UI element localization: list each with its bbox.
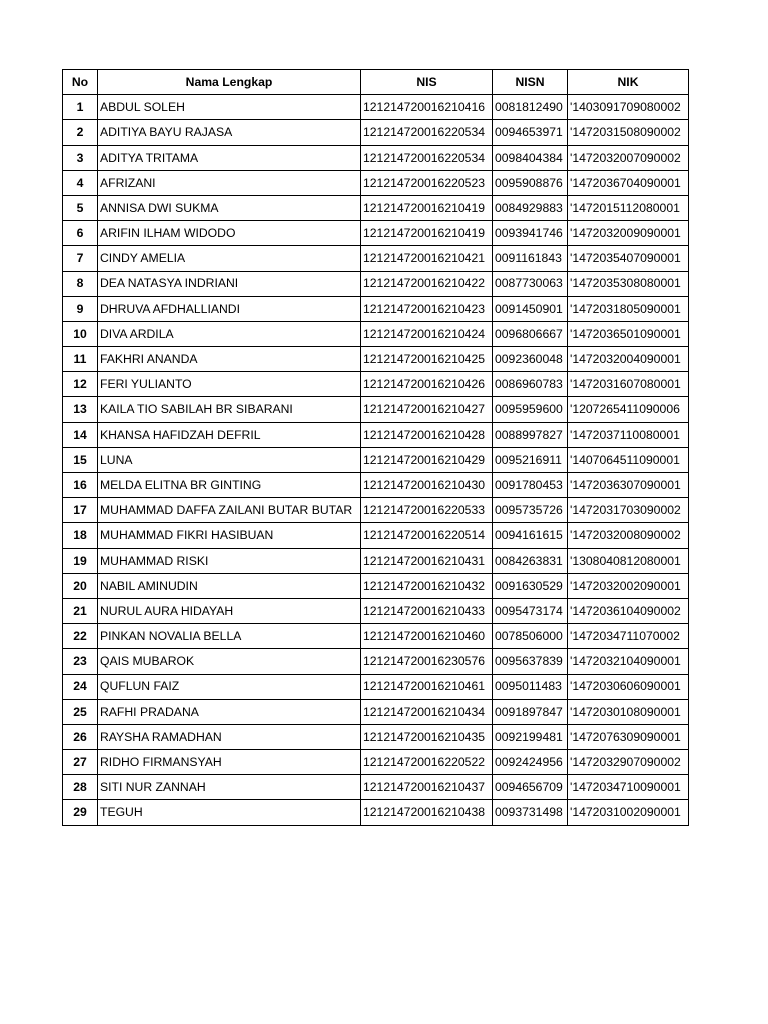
cell-nis: 121214720016210438 — [361, 800, 493, 825]
cell-name: SITI NUR ZANNAH — [98, 775, 361, 800]
table-row — [63, 372, 689, 397]
cell-nik: '1472031805090001 — [568, 296, 689, 321]
cell-no: 27 — [63, 750, 98, 775]
cell-nik: '1472034710090001 — [568, 775, 689, 800]
cell-name: MELDA ELITNA BR GINTING — [98, 473, 361, 498]
table-header — [63, 70, 689, 95]
header-name: Nama Lengkap — [98, 70, 361, 95]
cell-nis: 121214720016210430 — [361, 473, 493, 498]
table-row — [63, 145, 689, 170]
cell-nis: 121214720016210422 — [361, 271, 493, 296]
cell-no: 20 — [63, 573, 98, 598]
header-nis: NIS — [361, 70, 493, 95]
cell-name: QAIS MUBAROK — [98, 649, 361, 674]
cell-name: PINKAN NOVALIA BELLA — [98, 624, 361, 649]
cell-nisn: 0095637839 — [493, 649, 568, 674]
cell-name: DIVA ARDILA — [98, 321, 361, 346]
table-row — [63, 573, 689, 598]
header-nisn: NISN — [493, 70, 568, 95]
cell-nis: 121214720016210426 — [361, 372, 493, 397]
cell-name: MUHAMMAD FIKRI HASIBUAN — [98, 523, 361, 548]
cell-name: CINDY AMELIA — [98, 246, 361, 271]
cell-name: QUFLUN FAIZ — [98, 674, 361, 699]
table-row — [63, 800, 689, 825]
cell-no: 11 — [63, 347, 98, 372]
cell-nik: '1472032007090002 — [568, 145, 689, 170]
cell-nik: '1472036501090001 — [568, 321, 689, 346]
cell-nik: '1472036704090001 — [568, 170, 689, 195]
cell-nis: 121214720016210421 — [361, 246, 493, 271]
cell-nik: '1472032104090001 — [568, 649, 689, 674]
cell-name: ADITYA TRITAMA — [98, 145, 361, 170]
cell-name: DHRUVA AFDHALLIANDI — [98, 296, 361, 321]
cell-nik: '1472032004090001 — [568, 347, 689, 372]
cell-nik: '1472031703090002 — [568, 498, 689, 523]
table-row — [63, 170, 689, 195]
cell-nik: '1472035308080001 — [568, 271, 689, 296]
cell-name: RAYSHA RAMADHAN — [98, 724, 361, 749]
cell-nisn: 0084929883 — [493, 195, 568, 220]
cell-name: KHANSA HAFIDZAH DEFRIL — [98, 422, 361, 447]
cell-name: ADITIYA BAYU RAJASA — [98, 120, 361, 145]
cell-nisn: 0095473174 — [493, 598, 568, 623]
table-row — [63, 699, 689, 724]
table-row — [63, 195, 689, 220]
cell-nis: 121214720016210428 — [361, 422, 493, 447]
cell-nis: 121214720016210435 — [361, 724, 493, 749]
cell-no: 13 — [63, 397, 98, 422]
cell-nis: 121214720016210434 — [361, 699, 493, 724]
cell-nis: 121214720016210460 — [361, 624, 493, 649]
cell-nik: '1472031508090002 — [568, 120, 689, 145]
cell-no: 16 — [63, 473, 98, 498]
cell-nisn: 0091450901 — [493, 296, 568, 321]
table-row — [63, 422, 689, 447]
cell-name: ARIFIN ILHAM WIDODO — [98, 221, 361, 246]
cell-nis: 121214720016210427 — [361, 397, 493, 422]
cell-nisn: 0091780453 — [493, 473, 568, 498]
header-nik: NIK — [568, 70, 689, 95]
cell-nis: 121214720016230576 — [361, 649, 493, 674]
cell-no: 29 — [63, 800, 98, 825]
cell-name: NURUL AURA HIDAYAH — [98, 598, 361, 623]
cell-no: 8 — [63, 271, 98, 296]
table-row — [63, 724, 689, 749]
cell-nik: '1472015112080001 — [568, 195, 689, 220]
cell-nis: 121214720016220533 — [361, 498, 493, 523]
table-row — [63, 271, 689, 296]
cell-no: 12 — [63, 372, 98, 397]
cell-nis: 121214720016210416 — [361, 95, 493, 120]
table-row — [63, 397, 689, 422]
cell-name: KAILA TIO SABILAH BR SIBARANI — [98, 397, 361, 422]
cell-name: NABIL AMINUDIN — [98, 573, 361, 598]
cell-nik: '1472035407090001 — [568, 246, 689, 271]
cell-nik: '1207265411090006 — [568, 397, 689, 422]
cell-name: FAKHRI ANANDA — [98, 347, 361, 372]
table-row — [63, 473, 689, 498]
table-row — [63, 523, 689, 548]
table-row — [63, 347, 689, 372]
cell-nisn: 0091630529 — [493, 573, 568, 598]
cell-nik: '1472032008090002 — [568, 523, 689, 548]
student-table — [62, 69, 689, 826]
cell-no: 2 — [63, 120, 98, 145]
cell-nik: '1472036307090001 — [568, 473, 689, 498]
cell-name: MUHAMMAD RISKI — [98, 548, 361, 573]
table-body — [63, 95, 689, 825]
table-row — [63, 624, 689, 649]
cell-name: AFRIZANI — [98, 170, 361, 195]
cell-nis: 121214720016220523 — [361, 170, 493, 195]
cell-nis: 121214720016210437 — [361, 775, 493, 800]
cell-nik: '1472030606090001 — [568, 674, 689, 699]
cell-nisn: 0094161615 — [493, 523, 568, 548]
cell-nis: 121214720016210424 — [361, 321, 493, 346]
cell-nik: '1403091709080002 — [568, 95, 689, 120]
cell-no: 23 — [63, 649, 98, 674]
table-row — [63, 674, 689, 699]
cell-nisn: 0078506000 — [493, 624, 568, 649]
cell-nis: 121214720016210419 — [361, 221, 493, 246]
cell-nisn: 0096806667 — [493, 321, 568, 346]
table-row — [63, 120, 689, 145]
cell-no: 3 — [63, 145, 98, 170]
header-row — [63, 70, 689, 95]
cell-nisn: 0094656709 — [493, 775, 568, 800]
cell-nik: '1472032002090001 — [568, 573, 689, 598]
cell-nisn: 0088997827 — [493, 422, 568, 447]
cell-nik: '1472032907090002 — [568, 750, 689, 775]
table-row — [63, 548, 689, 573]
cell-nis: 121214720016210461 — [361, 674, 493, 699]
table-row — [63, 221, 689, 246]
cell-no: 15 — [63, 447, 98, 472]
cell-no: 14 — [63, 422, 98, 447]
cell-nik: '1472031002090001 — [568, 800, 689, 825]
cell-name: MUHAMMAD DAFFA ZAILANI BUTAR BUTAR — [98, 498, 361, 523]
cell-nisn: 0092360048 — [493, 347, 568, 372]
cell-nis: 121214720016220514 — [361, 523, 493, 548]
cell-nisn: 0091897847 — [493, 699, 568, 724]
cell-nisn: 0098404384 — [493, 145, 568, 170]
cell-nis: 121214720016220534 — [361, 120, 493, 145]
cell-nis: 121214720016210431 — [361, 548, 493, 573]
cell-no: 24 — [63, 674, 98, 699]
table-row — [63, 598, 689, 623]
cell-name: RIDHO FIRMANSYAH — [98, 750, 361, 775]
cell-nisn: 0092199481 — [493, 724, 568, 749]
cell-nik: '1472032009090001 — [568, 221, 689, 246]
cell-nik: '1472034711070002 — [568, 624, 689, 649]
cell-nisn: 0081812490 — [493, 95, 568, 120]
cell-no: 4 — [63, 170, 98, 195]
cell-nik: '1472031607080001 — [568, 372, 689, 397]
table-row — [63, 775, 689, 800]
cell-nis: 121214720016210429 — [361, 447, 493, 472]
cell-nik: '1472037110080001 — [568, 422, 689, 447]
cell-nis: 121214720016210419 — [361, 195, 493, 220]
cell-nis: 121214720016210433 — [361, 598, 493, 623]
cell-no: 28 — [63, 775, 98, 800]
cell-no: 25 — [63, 699, 98, 724]
cell-nisn: 0091161843 — [493, 246, 568, 271]
cell-no: 5 — [63, 195, 98, 220]
cell-nis: 121214720016220522 — [361, 750, 493, 775]
cell-no: 21 — [63, 598, 98, 623]
cell-nik: '1407064511090001 — [568, 447, 689, 472]
cell-nisn: 0095959600 — [493, 397, 568, 422]
cell-name: LUNA — [98, 447, 361, 472]
cell-name: RAFHI PRADANA — [98, 699, 361, 724]
cell-no: 17 — [63, 498, 98, 523]
cell-no: 18 — [63, 523, 98, 548]
cell-nisn: 0095735726 — [493, 498, 568, 523]
cell-no: 10 — [63, 321, 98, 346]
cell-nisn: 0087730063 — [493, 271, 568, 296]
cell-nik: '1472076309090001 — [568, 724, 689, 749]
cell-nis: 121214720016210432 — [361, 573, 493, 598]
cell-nisn: 0093731498 — [493, 800, 568, 825]
cell-nik: '1472030108090001 — [568, 699, 689, 724]
cell-nis: 121214720016210425 — [361, 347, 493, 372]
cell-no: 26 — [63, 724, 98, 749]
cell-nisn: 0095216911 — [493, 447, 568, 472]
cell-name: ABDUL SOLEH — [98, 95, 361, 120]
cell-nik: '1472036104090002 — [568, 598, 689, 623]
cell-name: FERI YULIANTO — [98, 372, 361, 397]
table-row — [63, 296, 689, 321]
table-row — [63, 321, 689, 346]
cell-no: 9 — [63, 296, 98, 321]
cell-nisn: 0086960783 — [493, 372, 568, 397]
cell-nis: 121214720016210423 — [361, 296, 493, 321]
cell-name: DEA NATASYA INDRIANI — [98, 271, 361, 296]
cell-nisn: 0092424956 — [493, 750, 568, 775]
cell-nisn: 0084263831 — [493, 548, 568, 573]
cell-nik: '1308040812080001 — [568, 548, 689, 573]
table-row — [63, 246, 689, 271]
cell-no: 19 — [63, 548, 98, 573]
cell-no: 7 — [63, 246, 98, 271]
cell-nis: 121214720016220534 — [361, 145, 493, 170]
cell-nisn: 0095908876 — [493, 170, 568, 195]
table-row — [63, 498, 689, 523]
cell-no: 1 — [63, 95, 98, 120]
cell-nisn: 0095011483 — [493, 674, 568, 699]
cell-no: 22 — [63, 624, 98, 649]
cell-no: 6 — [63, 221, 98, 246]
table-row — [63, 649, 689, 674]
table-row — [63, 750, 689, 775]
cell-nisn: 0094653971 — [493, 120, 568, 145]
cell-name: ANNISA DWI SUKMA — [98, 195, 361, 220]
cell-nisn: 0093941746 — [493, 221, 568, 246]
table-row — [63, 447, 689, 472]
header-no: No — [63, 70, 98, 95]
table-row — [63, 95, 689, 120]
cell-name: TEGUH — [98, 800, 361, 825]
